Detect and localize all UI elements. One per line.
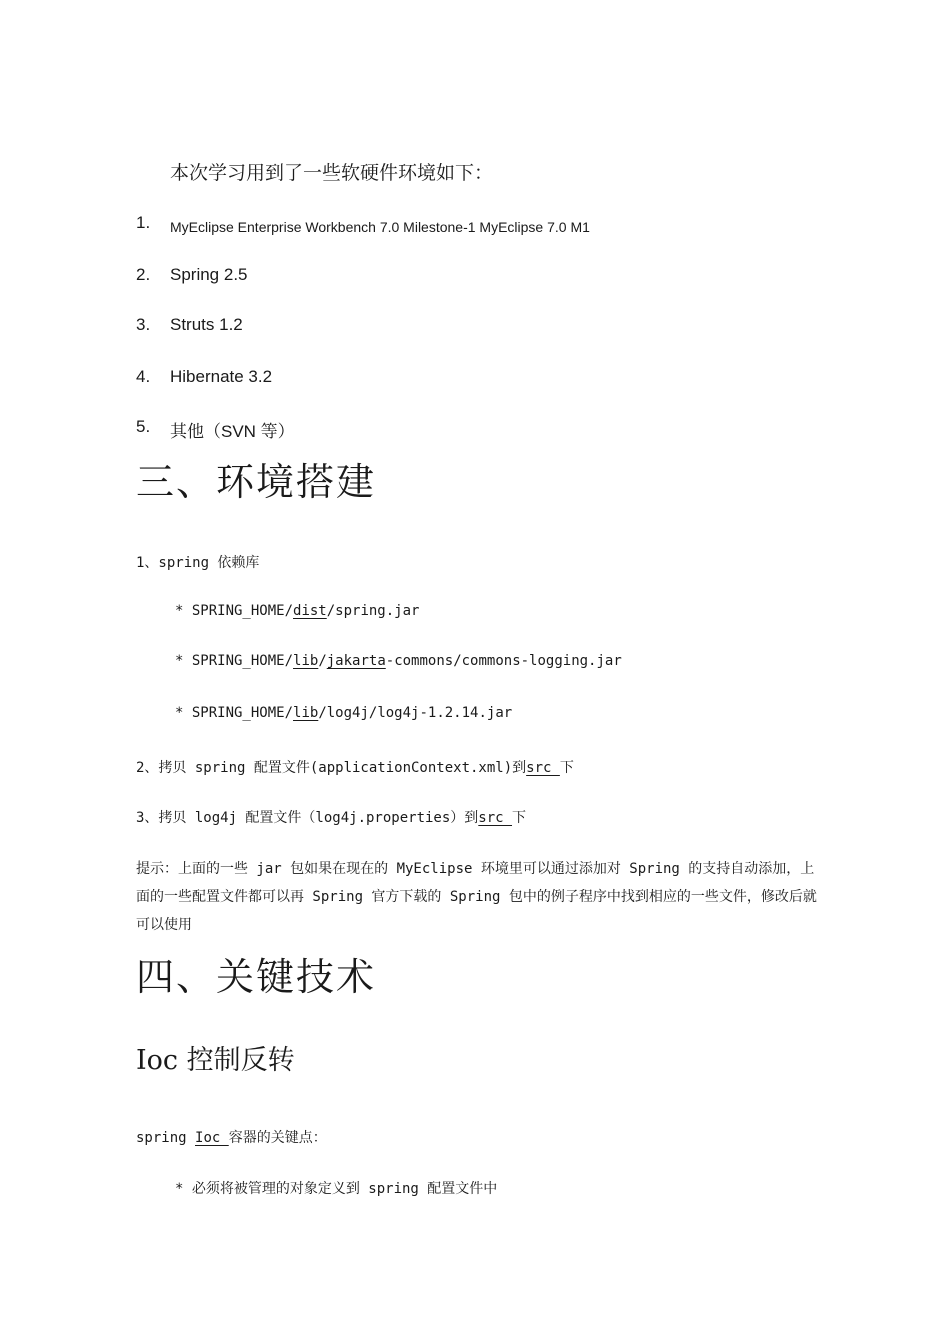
path-rest: -commons/commons-logging.jar <box>385 653 622 669</box>
list-number: 4. <box>136 367 151 386</box>
list-item-struts: Struts 1.2 <box>170 315 243 334</box>
section-heading-key-tech: 四、关键技术 <box>136 955 377 999</box>
ioc-line-text-end: 容器的关键点： <box>228 1130 327 1146</box>
lib-path-item <box>175 603 419 619</box>
path-segment-link: lib <box>293 705 319 721</box>
ioc-point-item: * 必须将被管理的对象定义到 spring 配置文件中 <box>175 1181 498 1197</box>
copy-spring-config-step <box>136 757 574 777</box>
src-folder-link: src <box>478 810 513 826</box>
list-item-myeclipse: MyEclipse Enterprise Workbench 7.0 Milestone-1 MyEclipse 7.0 M1 <box>170 219 590 235</box>
list-item-spring: Spring 2.5 <box>170 265 248 284</box>
path-prefix: * SPRING_HOME/ <box>175 653 294 669</box>
step-text-end: 下 <box>559 760 574 776</box>
section-heading-env-setup: 三、环境搭建 <box>136 460 377 504</box>
list-number: 2. <box>136 265 151 284</box>
tip-paragraph: 提示：上面的一些 jar 包如果在现在的 MyEclipse 环境里可以通过添加对 Spring 的支持自动添加，上面的一些配置文件都可以再 Spring 官方下载的 Spring 包中的例子程序中找到相应的一些文件，修改后就可以使用 <box>136 861 817 933</box>
path-prefix: * SPRING_HOME/ <box>175 603 294 619</box>
list-item-other: 其他（SVN 等） <box>170 422 295 441</box>
ioc-line-text: spring <box>136 1130 196 1146</box>
path-separator: / <box>318 653 327 669</box>
path-rest: /log4j/log4j-1.2.14.jar <box>318 705 513 721</box>
path-prefix: * SPRING_HOME/ <box>175 705 294 721</box>
ioc-key-points-line <box>136 1127 327 1147</box>
step-text: 3、拷贝 log4j 配置文件（log4j.properties）到 <box>136 810 479 826</box>
intro-paragraph: 本次学习用到了一些软硬件环境如下： <box>170 162 494 184</box>
path-segment-link: lib <box>293 653 319 669</box>
path-segment-link: jakarta <box>326 653 386 669</box>
step-text: 2、拷贝 spring 配置文件(applicationContext.xml)到 <box>136 760 527 776</box>
ioc-term-link: Ioc <box>195 1130 229 1146</box>
list-item-hibernate: Hibernate 3.2 <box>170 367 273 386</box>
subheading-ioc: Ioc 控制反转 <box>136 1045 295 1076</box>
copy-log4j-config-step <box>136 807 526 827</box>
path-segment-link: dist <box>293 603 327 619</box>
lib-path-item <box>175 653 622 669</box>
list-number: 3. <box>136 315 151 334</box>
list-number: 5. <box>136 417 151 436</box>
step-text-end: 下 <box>512 810 527 826</box>
path-rest: /spring.jar <box>326 603 420 619</box>
lib-path-item <box>175 705 512 721</box>
spring-libs-title: 1、spring 依赖库 <box>136 555 260 571</box>
src-folder-link: src <box>526 760 560 776</box>
list-number: 1. <box>136 213 151 232</box>
